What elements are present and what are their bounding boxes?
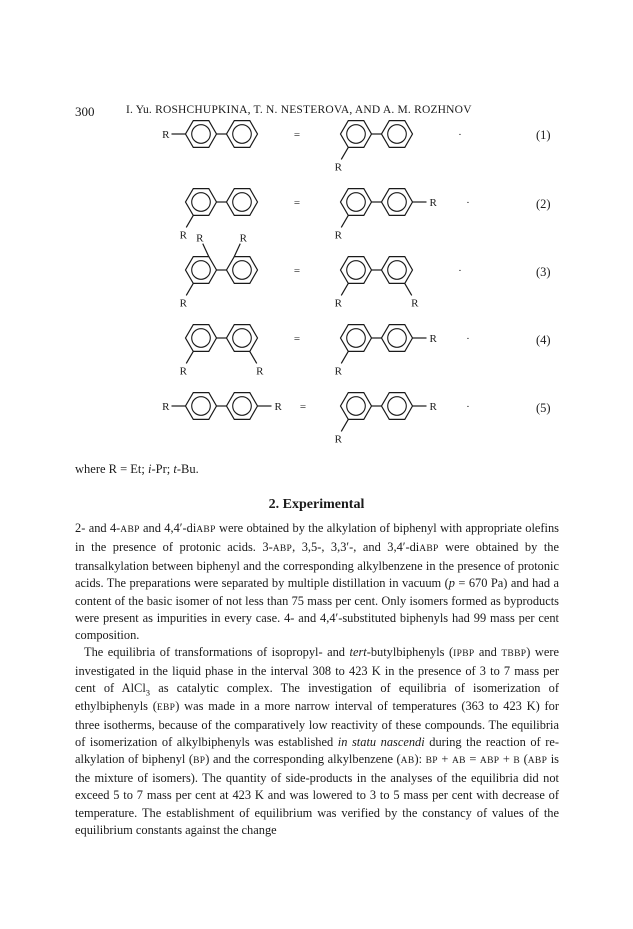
- eq4-reactant-substituent-2: R: [256, 365, 264, 378]
- eq3-product-ring-right-aromatic: [388, 261, 407, 280]
- eq2-product-substituent-1: R: [334, 229, 342, 242]
- eq3-product-substituent-1-bond: [341, 283, 348, 295]
- equation-number-1: (1): [536, 128, 551, 142]
- eq4-product-substituent-1-bond: [341, 351, 348, 363]
- eq1-product-substituent-1-bond: [341, 147, 348, 159]
- eq2-reactant-substituent-1: R: [179, 229, 187, 242]
- eq3-product-substituent-2-bond: [405, 283, 412, 295]
- eq2-equilibrium-sign: =: [293, 197, 301, 209]
- eq4-reactant-ring-left-aromatic: [192, 329, 211, 348]
- eq1-dot: ·: [458, 129, 462, 141]
- eq5-equilibrium-sign: =: [299, 401, 307, 413]
- eq5-reactant-substituent-1: R: [162, 401, 170, 413]
- eq1-product-ring-left-aromatic: [347, 125, 366, 144]
- substituent-definition: [75, 462, 199, 477]
- paragraph-2: The equilibria of transformations of isopropyl- and tert-butylbiphenyls (IPBP and TBBP) were investigated in the liquid phase in the interval 308 to 423 K in the presence of 3 to 7 mass per cent of AlCl$_3$ as catalytic complex. The investigation of equilibria of isomerization of ethylbiphenyls (EBP) was made in a more narrow interval of temperatures (363 to 423 K) for three isotherms, because of the comparatively low reactivity of these compounds. The equilibria of isomerization of alkylbiphenyls was established in statu nascendi during the reaction of re-alkylation of biphenyl (BP) and the corresponding alkylbenzene (AB): BP + AB = ABP + B (ABP is the mixture of isomers). The quantity of side-products in the analyses of the equilibria did not exceed 5 to 7 mass per cent at 423 K and was lowered to 3 to 5 mass per cent with decrease of temperature. The establishment of equilibrium was verified by the constancy of values of the equilibrium constants against the change: [75, 645, 559, 837]
- eq4-dot: ·: [466, 333, 470, 345]
- eq3-reactant-substituent-1-bond: [203, 244, 209, 257]
- eq4-product-substituent-1: R: [334, 365, 342, 378]
- eq5-product-substituent-1: R: [334, 433, 342, 446]
- equation-number-2: (2): [536, 197, 551, 211]
- eq3-reactant-substituent-1: R: [196, 232, 204, 245]
- where-tert: t: [173, 462, 177, 476]
- eq4-product-ring-right-aromatic: [388, 329, 407, 348]
- eq4-reactant-substituent-1: R: [179, 365, 187, 378]
- eq4-equilibrium-sign: =: [293, 333, 301, 345]
- scheme-svg: [0, 0, 633, 460]
- eq3-product-substituent-1: R: [334, 297, 342, 310]
- where-iso: i: [148, 462, 152, 476]
- equation-number-3: (3): [536, 265, 551, 279]
- eq1-product-ring-right-aromatic: [388, 125, 407, 144]
- eq3-product-ring-left-aromatic: [347, 261, 366, 280]
- where-prefix: where R = Et;: [75, 462, 149, 476]
- eq2-product-ring-right-aromatic: [388, 193, 407, 212]
- where-propyl: -Pr;: [151, 462, 174, 476]
- eq5-product-ring-right-aromatic: [388, 397, 407, 416]
- eq3-reactant-substituent-3-bond: [186, 283, 193, 295]
- eq3-reactant-substituent-3: R: [179, 297, 187, 310]
- eq4-product-substituent-2: R: [429, 333, 437, 345]
- eq2-reactant-ring-right-aromatic: [233, 193, 252, 212]
- body-text: [75, 520, 559, 839]
- eq3-dot: ·: [458, 265, 462, 277]
- eq1-reactant-substituent-1: R: [162, 129, 170, 141]
- eq2-reactant-ring-left-aromatic: [192, 193, 211, 212]
- eq2-product-substituent-1-bond: [341, 215, 348, 227]
- eq4-reactant-substituent-1-bond: [186, 351, 193, 363]
- section-title: 2. Experimental: [268, 497, 365, 512]
- eq5-product-ring-left-aromatic: [347, 397, 366, 416]
- eq1-product-substituent-1: R: [334, 161, 342, 174]
- eq3-equilibrium-sign: =: [293, 265, 301, 277]
- page-number: 300: [75, 104, 95, 119]
- eq3-reactant-substituent-2: R: [239, 232, 247, 245]
- eq2-product-ring-left-aromatic: [347, 193, 366, 212]
- eq3-reactant-substituent-2-bond: [234, 244, 240, 257]
- eq4-product-ring-left-aromatic: [347, 329, 366, 348]
- eq5-product-substituent-2: R: [429, 401, 437, 413]
- eq3-reactant-ring-right-aromatic: [233, 261, 252, 280]
- paragraph-1: 2- and 4-ABP and 4,4′-diABP were obtained by the alkylation of biphenyl with appropriate olefins in the presence of protonic acids. 3-ABP, 3,5-, 3,3′-, and 3,4′-diABP were obtained by the transalkylation between biphenyl and the corresponding alkylbenzene in the presence of protonic acids. The preparations were separated by multiple distillation in vacuum (p = 670 Pa) and had a content of the basic isomer of not less than 75 mass per cent. Only isomers formed as byproducts were present as impurities in every case. 4- and 4,4′-substituted biphenyls had 99 mass per cent composition.: [75, 521, 559, 642]
- equation-number-4: (4): [536, 333, 551, 347]
- eq5-dot: ·: [466, 401, 470, 413]
- where-butyl: -Bu.: [176, 462, 199, 476]
- eq2-product-substituent-2: R: [429, 197, 437, 209]
- eq4-reactant-substituent-2-bond: [250, 351, 257, 363]
- running-head: I. Yu. ROSHCHUPKINA, T. N. NESTEROVA, AND A. M. ROZHNOV: [126, 104, 472, 116]
- equation-number-5: (5): [536, 401, 551, 415]
- eq2-reactant-substituent-1-bond: [186, 215, 193, 227]
- eq5-reactant-substituent-2: R: [274, 401, 282, 413]
- eq4-reactant-ring-right-aromatic: [233, 329, 252, 348]
- eq3-reactant-ring-left-aromatic: [192, 261, 211, 280]
- eq1-reactant-ring-left-aromatic: [192, 125, 211, 144]
- eq5-reactant-ring-right-aromatic: [233, 397, 252, 416]
- eq5-product-substituent-1-bond: [341, 419, 348, 431]
- eq3-product-substituent-2: R: [411, 297, 419, 310]
- eq1-equilibrium-sign: =: [293, 129, 301, 141]
- eq1-reactant-ring-right-aromatic: [233, 125, 252, 144]
- eq2-dot: ·: [466, 197, 470, 209]
- eq5-reactant-ring-left-aromatic: [192, 397, 211, 416]
